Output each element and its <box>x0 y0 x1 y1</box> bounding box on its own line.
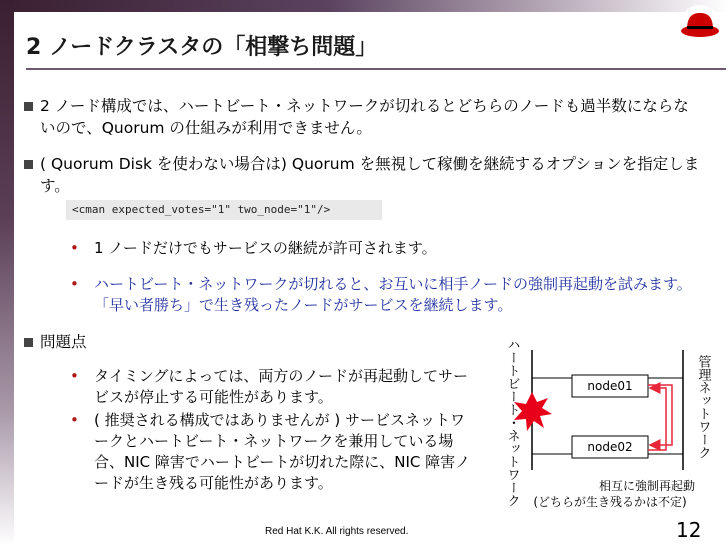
sub-bullet-2: • ハートビート・ネットワークが切れると、お互いに相手ノードの強制再起動を試みます。「早い者勝ち」で生き残ったノードがサービスを継続します。 <box>70 275 692 314</box>
slide-title: 2 ノードクラスタの「相撃ち問題」 <box>26 35 378 60</box>
dot-bullet-icon: • <box>70 367 79 385</box>
node02-label: node02 <box>587 440 633 454</box>
square-bullet-icon <box>24 338 33 347</box>
fence-arrow-node01-to-node02 <box>648 385 672 445</box>
bullet-2: ( Quorum Disk を使わない場合は) Quorum を無視して稼働を継続するオプションを指定します。 <box>40 153 700 197</box>
sub-bullet-1: • 1 ノードだけでもサービスの継続が許可されます。 <box>70 239 437 257</box>
bullet-1: 2 ノード構成では、ハートビート・ネットワークが切れるとどちらのノードも過半数にならないので、Quorum の仕組みが利用できません。 <box>40 95 700 139</box>
square-bullet-icon <box>24 160 33 169</box>
config-code-block: <cman expected_votes="1" two_node="1"/> <box>66 200 382 220</box>
caption-undetermined-survivor: (どちらが生き残るかは不定) <box>533 495 687 509</box>
dot-bullet-icon: • <box>70 411 79 429</box>
footer-copyright: Red Hat K.K. All rights reserved. <box>265 526 409 537</box>
page-number: 12 <box>676 518 702 542</box>
caption-mutual-reboot: 相互に強制再起動 <box>598 479 696 493</box>
issue-1: • タイミングによっては、両方のノードが再起動してサービスが停止する可能性があります。 <box>70 367 468 406</box>
node01-label: node01 <box>587 379 633 393</box>
left-decor-bar <box>0 0 14 546</box>
dot-bullet-icon: • <box>70 239 79 257</box>
top-decor-bar <box>0 0 728 12</box>
issues-heading: 問題点 <box>40 331 700 353</box>
redhat-logo-icon <box>675 4 725 46</box>
management-network-label: 管理ネットワーク <box>695 355 711 459</box>
issue-2: • ( 推奨される構成ではありませんが ) サービスネットワークとハートビート・ネットワークを兼用している場合、NIC 障害でハートビートが切れた際に、NIC 障害ノードが生き残る可能性があります。 <box>70 411 471 492</box>
network-break-burst-icon <box>514 392 552 431</box>
fence-arrow-node02-to-node01 <box>648 388 666 450</box>
title-rule <box>26 68 726 70</box>
dot-bullet-icon: • <box>70 275 79 293</box>
square-bullet-icon <box>24 102 33 111</box>
heartbeat-network-label: ハートビート・ネットワーク <box>504 338 520 507</box>
network-diagram <box>490 330 726 515</box>
